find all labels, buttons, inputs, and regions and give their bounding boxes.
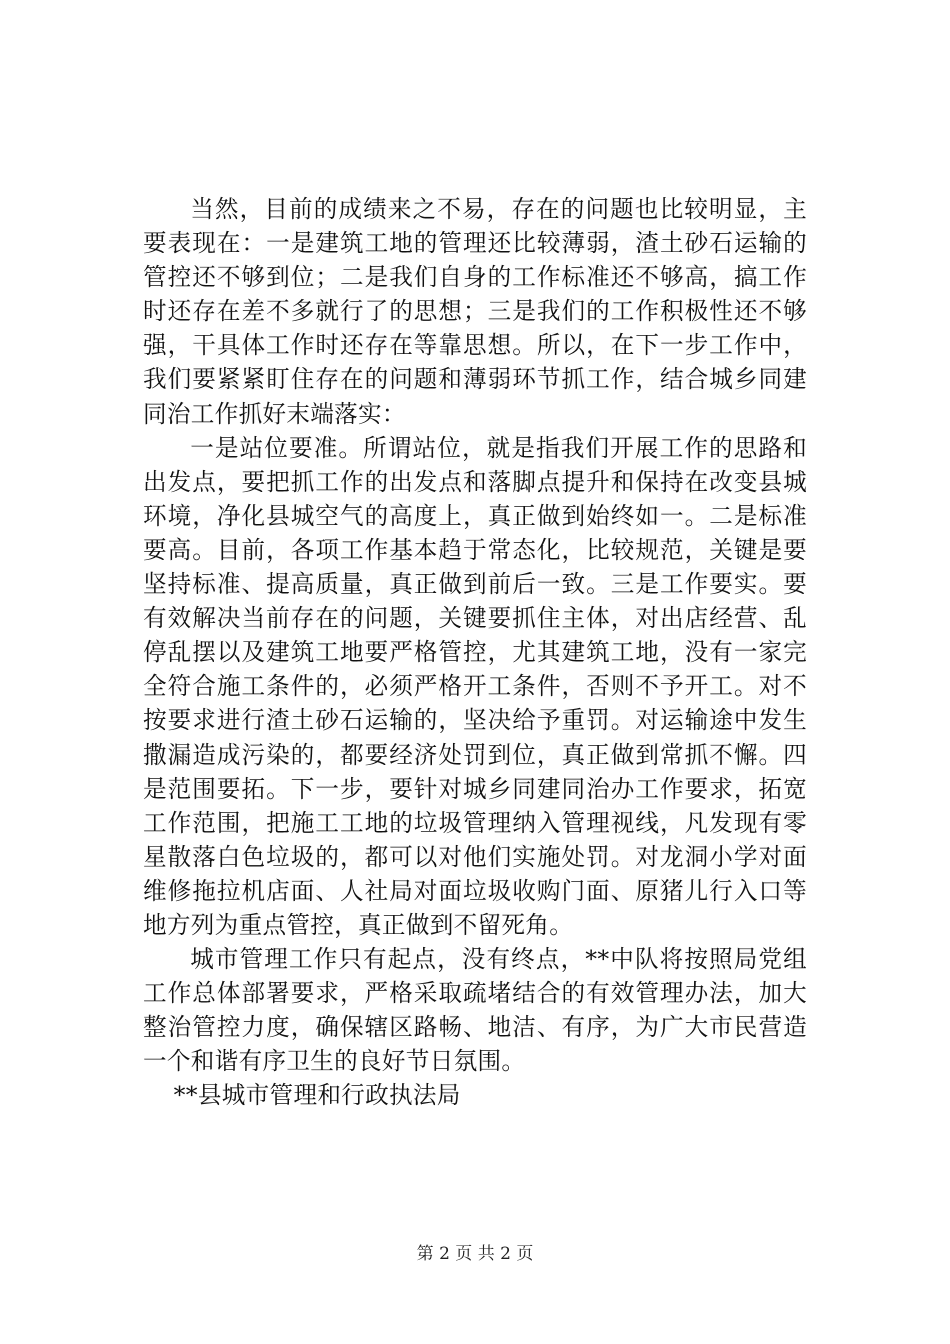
paragraph-conclusion: 城市管理工作只有起点，没有终点，**中队将按照局党组工作总体部署要求，严格采取疏堵结合的有效管理办法，加大整治管控力度，确保辖区路畅、地洁、有序，为广大市民营造一个和谐有序卫生的良好节日氛围。 xyxy=(143,945,807,1076)
document-body xyxy=(143,192,807,1113)
paragraph-measures: 一是站位要准。所谓站位，就是指我们开展工作的思路和出发点，要把抓工作的出发点和落脚点提升和保持在改变县城环境，净化县城空气的高度上，真正做到始终如一。二是标准要高。目前，各项工作基本趋于常态化，比较规范，关键是要坚持标准、提高质量，真正做到前后一致。三是工作要实。要有效解决当前存在的问题，关键要抓住主体，对出店经营、乱停乱摆以及建筑工地要严格管控，尤其建筑工地，没有一家完全符合施工条件的，必须严格开工条件，否则不予开工。对不按要求进行渣土砂石运输的，坚决给予重罚。对运输途中发生撒漏造成污染的，都要经济处罚到位，真正做到常抓不懈。四是范围要拓。下一步，要针对城乡同建同治办工作要求，拓宽工作范围，把施工工地的垃圾管理纳入管理视线，凡发现有零星散落白色垃圾的，都可以对他们实施处罚。对龙洞小学对面维修拖拉机店面、人社局对面垃圾收购门面、原猪儿行入口等地方列为重点管控，真正做到不留死角。 xyxy=(143,433,807,939)
signature-organization: **县城市管理和行政执法局 xyxy=(173,1081,461,1110)
page-number-footer: 第 2 页 共 2 页 xyxy=(416,1244,534,1264)
paragraph-problems: 当然，目前的成绩来之不易，存在的问题也比较明显，主要表现在：一是建筑工地的管理还比较薄弱，渣土砂石运输的管控还不够到位；二是我们自身的工作标准还不够高，搞工作时还存在差不多就行了的思想；三是我们的工作积极性还不够强，干具体工作时还存在等靠思想。所以，在下一步工作中，我们要紧紧盯住存在的问题和薄弱环节抓工作，结合城乡同建同治工作抓好末端落实： xyxy=(143,195,807,428)
